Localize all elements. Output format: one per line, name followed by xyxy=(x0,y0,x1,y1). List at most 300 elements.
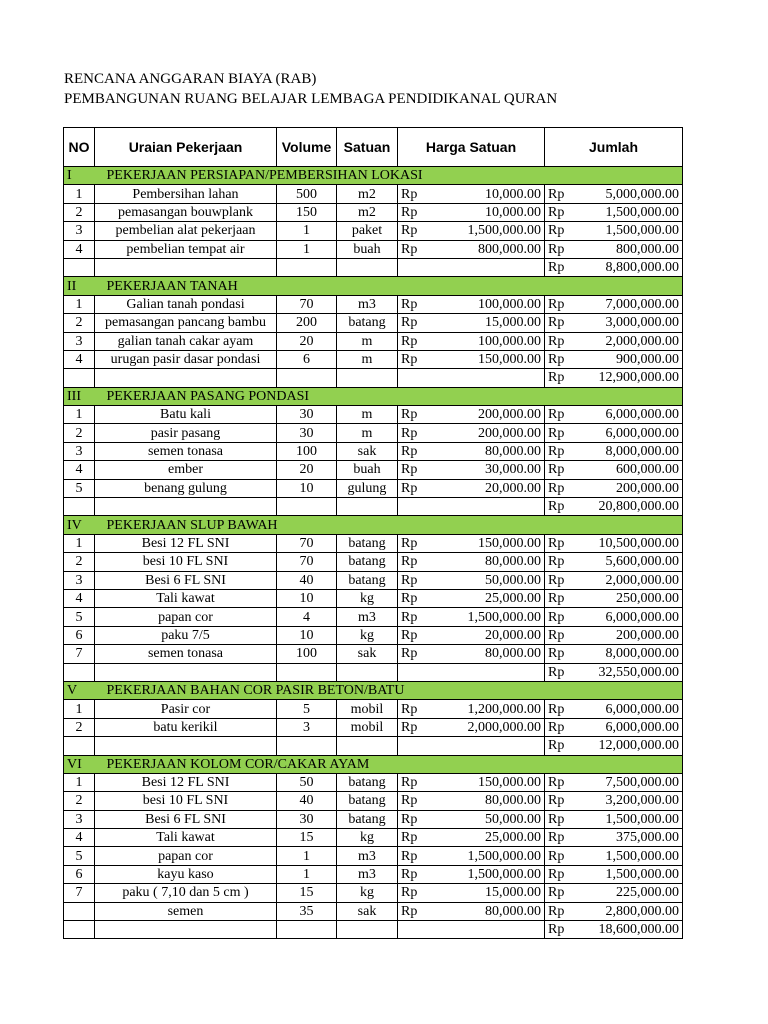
table-body xyxy=(64,167,683,939)
row-number: 6 xyxy=(64,865,95,883)
harga-currency: Rp xyxy=(398,479,428,497)
row-satuan: kg xyxy=(337,589,398,607)
harga-currency: Rp xyxy=(398,902,428,920)
row-uraian: Pasir cor xyxy=(95,700,277,718)
empty-cell xyxy=(64,663,95,681)
section-number: II xyxy=(64,277,95,295)
row-uraian: besi 10 FL SNI xyxy=(95,792,277,810)
jumlah-currency: Rp xyxy=(545,479,573,497)
row-number: 1 xyxy=(64,295,95,313)
row-volume: 1 xyxy=(277,222,337,240)
jumlah-currency: Rp xyxy=(545,222,573,240)
row-number: 2 xyxy=(64,424,95,442)
row-volume: 20 xyxy=(277,332,337,350)
header-volume: Volume xyxy=(277,128,337,167)
row-jumlah: 6,000,000.00 xyxy=(573,700,683,718)
subtotal-row xyxy=(64,921,683,939)
row-jumlah: 7,500,000.00 xyxy=(573,773,683,791)
row-uraian: pembelian tempat air xyxy=(95,240,277,258)
section-subtotal: 12,900,000.00 xyxy=(573,369,683,387)
row-jumlah: 1,500,000.00 xyxy=(573,222,683,240)
jumlah-currency: Rp xyxy=(545,442,573,460)
row-satuan: batang xyxy=(337,553,398,571)
row-harga-satuan: 30,000.00 xyxy=(428,461,545,479)
section-title: PEKERJAAN TANAH xyxy=(95,277,683,295)
row-uraian: semen xyxy=(95,902,277,920)
row-harga-satuan: 25,000.00 xyxy=(428,829,545,847)
subtotal-row xyxy=(64,369,683,387)
empty-cell xyxy=(95,498,277,516)
row-satuan: m3 xyxy=(337,847,398,865)
harga-currency: Rp xyxy=(398,571,428,589)
empty-cell xyxy=(398,737,545,755)
subtotal-currency: Rp xyxy=(545,498,573,516)
row-jumlah: 8,000,000.00 xyxy=(573,645,683,663)
row-number: 5 xyxy=(64,847,95,865)
row-satuan: paket xyxy=(337,222,398,240)
row-jumlah: 2,800,000.00 xyxy=(573,902,683,920)
row-satuan: m2 xyxy=(337,185,398,203)
row-volume: 70 xyxy=(277,534,337,552)
row-jumlah: 800,000.00 xyxy=(573,240,683,258)
row-volume: 10 xyxy=(277,479,337,497)
section-subtotal: 20,800,000.00 xyxy=(573,498,683,516)
empty-cell xyxy=(337,498,398,516)
harga-currency: Rp xyxy=(398,350,428,368)
row-number: 4 xyxy=(64,461,95,479)
row-satuan: batang xyxy=(337,571,398,589)
section-title: PEKERJAAN PERSIAPAN/PEMBERSIHAN LOKASI xyxy=(95,167,683,185)
section-number: VI xyxy=(64,755,95,773)
row-number: 1 xyxy=(64,185,95,203)
section-row xyxy=(64,167,683,185)
section-number: I xyxy=(64,167,95,185)
row-satuan: batang xyxy=(337,534,398,552)
jumlah-currency: Rp xyxy=(545,350,573,368)
empty-cell xyxy=(277,737,337,755)
harga-currency: Rp xyxy=(398,608,428,626)
table-row xyxy=(64,829,683,847)
harga-currency: Rp xyxy=(398,865,428,883)
row-uraian: Galian tanah pondasi xyxy=(95,295,277,313)
row-volume: 50 xyxy=(277,773,337,791)
subtotal-row xyxy=(64,258,683,276)
row-jumlah: 6,000,000.00 xyxy=(573,608,683,626)
empty-cell xyxy=(95,663,277,681)
row-number: 2 xyxy=(64,553,95,571)
empty-cell xyxy=(64,258,95,276)
jumlah-currency: Rp xyxy=(545,773,573,791)
empty-cell xyxy=(398,921,545,939)
row-uraian: Besi 12 FL SNI xyxy=(95,534,277,552)
row-volume: 15 xyxy=(277,884,337,902)
empty-cell xyxy=(337,737,398,755)
row-number: 2 xyxy=(64,203,95,221)
row-uraian: Besi 6 FL SNI xyxy=(95,571,277,589)
empty-cell xyxy=(95,258,277,276)
table-row xyxy=(64,773,683,791)
harga-currency: Rp xyxy=(398,185,428,203)
empty-cell xyxy=(398,258,545,276)
empty-cell xyxy=(398,369,545,387)
row-satuan: sak xyxy=(337,902,398,920)
harga-currency: Rp xyxy=(398,589,428,607)
row-harga-satuan: 1,500,000.00 xyxy=(428,222,545,240)
empty-cell xyxy=(277,369,337,387)
table-row xyxy=(64,479,683,497)
header-satuan: Satuan xyxy=(337,128,398,167)
section-row xyxy=(64,681,683,699)
section-subtotal: 18,600,000.00 xyxy=(573,921,683,939)
row-satuan: batang xyxy=(337,792,398,810)
row-number: 4 xyxy=(64,350,95,368)
table-row xyxy=(64,332,683,350)
table-row xyxy=(64,314,683,332)
empty-cell xyxy=(95,369,277,387)
row-number: 6 xyxy=(64,626,95,644)
empty-cell xyxy=(64,369,95,387)
row-jumlah: 6,000,000.00 xyxy=(573,424,683,442)
jumlah-currency: Rp xyxy=(545,406,573,424)
subtotal-currency: Rp xyxy=(545,921,573,939)
row-volume: 3 xyxy=(277,718,337,736)
row-harga-satuan: 1,500,000.00 xyxy=(428,865,545,883)
row-uraian: semen tonasa xyxy=(95,645,277,663)
row-uraian: pasir pasang xyxy=(95,424,277,442)
empty-cell xyxy=(337,369,398,387)
harga-currency: Rp xyxy=(398,314,428,332)
subtotal-currency: Rp xyxy=(545,663,573,681)
row-uraian: benang gulung xyxy=(95,479,277,497)
row-harga-satuan: 150,000.00 xyxy=(428,773,545,791)
row-number: 5 xyxy=(64,608,95,626)
row-number: 1 xyxy=(64,700,95,718)
jumlah-currency: Rp xyxy=(545,203,573,221)
row-number: 3 xyxy=(64,571,95,589)
row-uraian: pembelian alat pekerjaan xyxy=(95,222,277,240)
harga-currency: Rp xyxy=(398,203,428,221)
section-subtotal: 8,800,000.00 xyxy=(573,258,683,276)
row-volume: 40 xyxy=(277,571,337,589)
harga-currency: Rp xyxy=(398,700,428,718)
section-row xyxy=(64,277,683,295)
row-jumlah: 1,500,000.00 xyxy=(573,810,683,828)
jumlah-currency: Rp xyxy=(545,626,573,644)
table-row xyxy=(64,424,683,442)
jumlah-currency: Rp xyxy=(545,810,573,828)
table-row xyxy=(64,626,683,644)
table-row xyxy=(64,222,683,240)
row-jumlah: 5,000,000.00 xyxy=(573,185,683,203)
section-subtotal: 12,000,000.00 xyxy=(573,737,683,755)
row-volume: 10 xyxy=(277,589,337,607)
row-volume: 100 xyxy=(277,645,337,663)
row-jumlah: 2,000,000.00 xyxy=(573,332,683,350)
table-row xyxy=(64,571,683,589)
jumlah-currency: Rp xyxy=(545,553,573,571)
row-volume: 35 xyxy=(277,902,337,920)
row-uraian: besi 10 FL SNI xyxy=(95,553,277,571)
empty-cell xyxy=(337,663,398,681)
row-number: 4 xyxy=(64,589,95,607)
row-number: 1 xyxy=(64,773,95,791)
row-number: 7 xyxy=(64,884,95,902)
jumlah-currency: Rp xyxy=(545,185,573,203)
row-number: 3 xyxy=(64,332,95,350)
section-number: IV xyxy=(64,516,95,534)
table-row xyxy=(64,700,683,718)
row-harga-satuan: 50,000.00 xyxy=(428,571,545,589)
row-satuan: m3 xyxy=(337,608,398,626)
table-row xyxy=(64,645,683,663)
harga-currency: Rp xyxy=(398,240,428,258)
row-harga-satuan: 100,000.00 xyxy=(428,295,545,313)
row-harga-satuan: 150,000.00 xyxy=(428,350,545,368)
row-jumlah: 5,600,000.00 xyxy=(573,553,683,571)
row-volume: 1 xyxy=(277,240,337,258)
row-volume: 70 xyxy=(277,295,337,313)
empty-cell xyxy=(398,663,545,681)
row-number: 2 xyxy=(64,792,95,810)
harga-currency: Rp xyxy=(398,718,428,736)
table-row xyxy=(64,847,683,865)
row-uraian: Batu kali xyxy=(95,406,277,424)
row-jumlah: 1,500,000.00 xyxy=(573,847,683,865)
row-satuan: mobil xyxy=(337,718,398,736)
row-satuan: m3 xyxy=(337,295,398,313)
row-uraian: papan cor xyxy=(95,847,277,865)
jumlah-currency: Rp xyxy=(545,589,573,607)
harga-currency: Rp xyxy=(398,773,428,791)
table-row xyxy=(64,718,683,736)
subtotal-row xyxy=(64,498,683,516)
jumlah-currency: Rp xyxy=(545,792,573,810)
row-jumlah: 6,000,000.00 xyxy=(573,406,683,424)
jumlah-currency: Rp xyxy=(545,295,573,313)
header-uraian: Uraian Pekerjaan xyxy=(95,128,277,167)
empty-cell xyxy=(277,498,337,516)
row-satuan: batang xyxy=(337,314,398,332)
harga-currency: Rp xyxy=(398,829,428,847)
row-satuan: batang xyxy=(337,810,398,828)
row-satuan: kg xyxy=(337,829,398,847)
row-volume: 10 xyxy=(277,626,337,644)
table-row xyxy=(64,203,683,221)
row-jumlah: 250,000.00 xyxy=(573,589,683,607)
row-satuan: buah xyxy=(337,240,398,258)
row-jumlah: 600,000.00 xyxy=(573,461,683,479)
row-uraian: ember xyxy=(95,461,277,479)
row-harga-satuan: 1,500,000.00 xyxy=(428,608,545,626)
jumlah-currency: Rp xyxy=(545,884,573,902)
harga-currency: Rp xyxy=(398,461,428,479)
harga-currency: Rp xyxy=(398,424,428,442)
empty-cell xyxy=(337,258,398,276)
jumlah-currency: Rp xyxy=(545,424,573,442)
row-uraian: Tali kawat xyxy=(95,589,277,607)
table-row xyxy=(64,185,683,203)
row-volume: 6 xyxy=(277,350,337,368)
row-harga-satuan: 20,000.00 xyxy=(428,626,545,644)
row-number: 4 xyxy=(64,240,95,258)
row-jumlah: 7,000,000.00 xyxy=(573,295,683,313)
row-satuan: m2 xyxy=(337,203,398,221)
row-uraian: Besi 6 FL SNI xyxy=(95,810,277,828)
row-harga-satuan: 80,000.00 xyxy=(428,645,545,663)
row-volume: 30 xyxy=(277,406,337,424)
row-jumlah: 3,000,000.00 xyxy=(573,314,683,332)
row-satuan: sak xyxy=(337,645,398,663)
empty-cell xyxy=(337,921,398,939)
harga-currency: Rp xyxy=(398,332,428,350)
jumlah-currency: Rp xyxy=(545,847,573,865)
harga-currency: Rp xyxy=(398,645,428,663)
subtotal-currency: Rp xyxy=(545,737,573,755)
row-jumlah: 3,200,000.00 xyxy=(573,792,683,810)
row-satuan: sak xyxy=(337,442,398,460)
section-row xyxy=(64,516,683,534)
jumlah-currency: Rp xyxy=(545,608,573,626)
row-harga-satuan: 20,000.00 xyxy=(428,479,545,497)
rab-table xyxy=(63,127,683,939)
table-row xyxy=(64,553,683,571)
row-harga-satuan: 10,000.00 xyxy=(428,185,545,203)
row-satuan: gulung xyxy=(337,479,398,497)
section-title: PEKERJAAN SLUP BAWAH xyxy=(95,516,683,534)
row-number xyxy=(64,902,95,920)
row-number: 2 xyxy=(64,718,95,736)
row-harga-satuan: 80,000.00 xyxy=(428,553,545,571)
section-number: V xyxy=(64,681,95,699)
harga-currency: Rp xyxy=(398,553,428,571)
row-satuan: m xyxy=(337,350,398,368)
row-number: 3 xyxy=(64,222,95,240)
row-number: 1 xyxy=(64,406,95,424)
row-volume: 1 xyxy=(277,847,337,865)
section-title: PEKERJAAN BAHAN COR PASIR BETON/BATU xyxy=(95,681,683,699)
row-jumlah: 8,000,000.00 xyxy=(573,442,683,460)
row-uraian: Besi 12 FL SNI xyxy=(95,773,277,791)
jumlah-currency: Rp xyxy=(545,240,573,258)
harga-currency: Rp xyxy=(398,810,428,828)
row-jumlah: 1,500,000.00 xyxy=(573,865,683,883)
row-jumlah: 200,000.00 xyxy=(573,479,683,497)
row-harga-satuan: 15,000.00 xyxy=(428,314,545,332)
section-title: PEKERJAAN PASANG PONDASI xyxy=(95,387,683,405)
row-harga-satuan: 80,000.00 xyxy=(428,792,545,810)
row-uraian: semen tonasa xyxy=(95,442,277,460)
row-uraian: galian tanah cakar ayam xyxy=(95,332,277,350)
row-volume: 40 xyxy=(277,792,337,810)
harga-currency: Rp xyxy=(398,442,428,460)
row-harga-satuan: 1,500,000.00 xyxy=(428,847,545,865)
row-jumlah: 1,500,000.00 xyxy=(573,203,683,221)
row-volume: 100 xyxy=(277,442,337,460)
row-satuan: m xyxy=(337,406,398,424)
empty-cell xyxy=(95,737,277,755)
empty-cell xyxy=(64,498,95,516)
empty-cell xyxy=(95,921,277,939)
row-volume: 30 xyxy=(277,810,337,828)
row-volume: 200 xyxy=(277,314,337,332)
row-satuan: batang xyxy=(337,773,398,791)
row-uraian: kayu kaso xyxy=(95,865,277,883)
table-row xyxy=(64,792,683,810)
jumlah-currency: Rp xyxy=(545,829,573,847)
harga-currency: Rp xyxy=(398,626,428,644)
row-satuan: m3 xyxy=(337,865,398,883)
row-number: 2 xyxy=(64,314,95,332)
row-volume: 20 xyxy=(277,461,337,479)
jumlah-currency: Rp xyxy=(545,865,573,883)
row-number: 1 xyxy=(64,534,95,552)
empty-cell xyxy=(277,663,337,681)
row-satuan: m xyxy=(337,424,398,442)
harga-currency: Rp xyxy=(398,222,428,240)
row-harga-satuan: 200,000.00 xyxy=(428,406,545,424)
table-row xyxy=(64,865,683,883)
empty-cell xyxy=(277,921,337,939)
row-uraian: Tali kawat xyxy=(95,829,277,847)
row-volume: 70 xyxy=(277,553,337,571)
row-harga-satuan: 50,000.00 xyxy=(428,810,545,828)
table-row xyxy=(64,902,683,920)
table-row xyxy=(64,884,683,902)
jumlah-currency: Rp xyxy=(545,571,573,589)
row-uraian: Pembersihan lahan xyxy=(95,185,277,203)
section-row xyxy=(64,387,683,405)
row-harga-satuan: 2,000,000.00 xyxy=(428,718,545,736)
row-jumlah: 375,000.00 xyxy=(573,829,683,847)
jumlah-currency: Rp xyxy=(545,461,573,479)
table-row xyxy=(64,442,683,460)
jumlah-currency: Rp xyxy=(545,700,573,718)
row-uraian: paku 7/5 xyxy=(95,626,277,644)
row-harga-satuan: 1,200,000.00 xyxy=(428,700,545,718)
row-harga-satuan: 25,000.00 xyxy=(428,589,545,607)
jumlah-currency: Rp xyxy=(545,332,573,350)
row-satuan: mobil xyxy=(337,700,398,718)
harga-currency: Rp xyxy=(398,884,428,902)
row-number: 4 xyxy=(64,829,95,847)
row-jumlah: 2,000,000.00 xyxy=(573,571,683,589)
header-harga-satuan: Harga Satuan xyxy=(398,128,545,167)
row-jumlah: 225,000.00 xyxy=(573,884,683,902)
row-jumlah: 900,000.00 xyxy=(573,350,683,368)
subtotal-row xyxy=(64,737,683,755)
jumlah-currency: Rp xyxy=(545,534,573,552)
row-satuan: m xyxy=(337,332,398,350)
subtotal-currency: Rp xyxy=(545,258,573,276)
row-uraian: pemasangan pancang bambu xyxy=(95,314,277,332)
empty-cell xyxy=(277,258,337,276)
jumlah-currency: Rp xyxy=(545,902,573,920)
harga-currency: Rp xyxy=(398,406,428,424)
header-no: NO xyxy=(64,128,95,167)
row-uraian: urugan pasir dasar pondasi xyxy=(95,350,277,368)
table-row xyxy=(64,534,683,552)
row-harga-satuan: 10,000.00 xyxy=(428,203,545,221)
jumlah-currency: Rp xyxy=(545,718,573,736)
row-harga-satuan: 800,000.00 xyxy=(428,240,545,258)
section-subtotal: 32,550,000.00 xyxy=(573,663,683,681)
table-row xyxy=(64,240,683,258)
table-row xyxy=(64,406,683,424)
row-uraian: pemasangan bouwplank xyxy=(95,203,277,221)
row-number: 3 xyxy=(64,442,95,460)
table-row xyxy=(64,608,683,626)
row-jumlah: 10,500,000.00 xyxy=(573,534,683,552)
